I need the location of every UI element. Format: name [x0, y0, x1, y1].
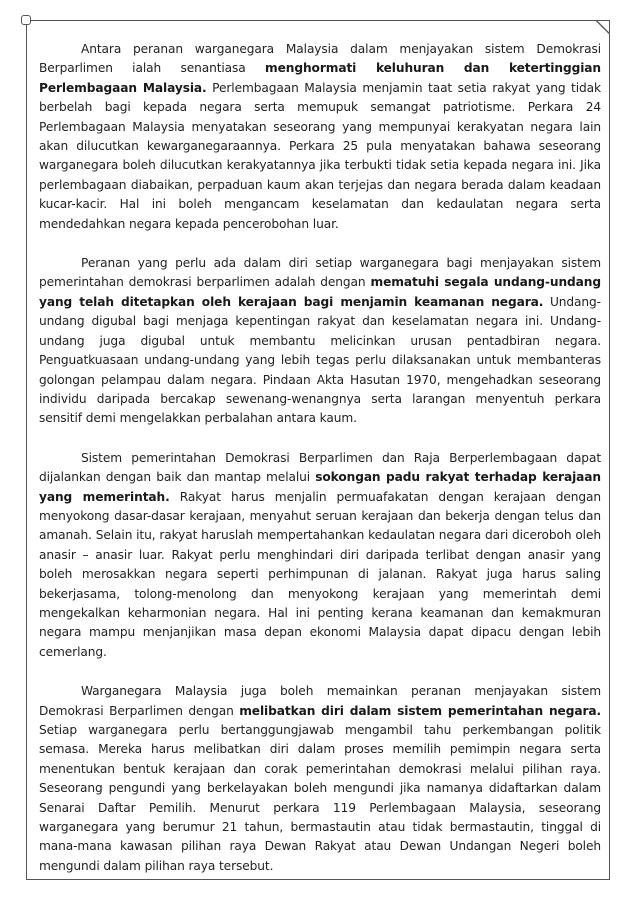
paragraph-4 [39, 682, 601, 876]
paragraph-1-text-start: Antara peranan warganegara Malaysia dalam menjayakan sistem Demokrasi Berparlimen ialah senantiasa [39, 42, 601, 76]
paragraph-1 [39, 40, 601, 234]
document-body [39, 40, 601, 896]
paragraph-4-key-point: melibatkan diri dalam sistem pemerintahan negara. [239, 703, 602, 718]
paragraph-3-text-start: Sistem pemerintahan Demokrasi Berparlimen dan Raja Berperlembagaan dapat dijalankan dengan baik dan mantap melalui [39, 450, 601, 485]
paragraph-2-text-start: Peranan yang perlu ada dalam diri setiap warganegara bagi menjayakan sistem pemerintahan demokrasi berparlimen adalah dengan [39, 256, 601, 290]
paragraph-2-key-point: mematuhi segala undang-undang yang telah ditetapkan oleh kerajaan bagi menjamin keamanan negara. [39, 275, 601, 309]
corner-fold-top-right [596, 20, 610, 34]
paragraph-1-text-end: Perlembagaan Malaysia menjamin taat setia rakyat yang tidak berbelah bagi kepada negara serta memupuk semangat patriotisme. Perkara 24 Perlembagaan Malaysia menyatakan seseorang yang mempunyai kerakyatan negara lain akan dilucutkan kewarganegaraannya. Perkara 25 pula menyatakan bahawa seseorang warganegara boleh dilucutkan kerakyatannya jika terbukti tidak setia kepada negara ini. Jika perlembagaan diabaikan, perpaduan kaum akan terjejas dan negara berada dalam keadaan kucar-kacir. Hal ini boleh mengancam keselamatan dan kedaulatan negara serta mendedahkan negara kepada pencerobohan luar. [39, 80, 601, 231]
paragraph-3 [39, 449, 601, 662]
paragraph-4-text-start: Warganegara Malaysia juga boleh memainkan peranan menjayakan sistem Demokrasi Berparlimen dengan [39, 684, 601, 718]
paragraph-3-text-end: Rakyat harus menjalin permuafakatan dengan kerajaan dengan menyokong dasar-dasar kerajaan, menyahut seruan kerajaan dan bekerja dengan telus dan amanah. Selain itu, rakyat haruslah mempertahankan kedaulatan negara dari diceroboh oleh anasir – anasir luar. Rakyat perlu menghindari diri daripada terlibat dengan anasir yang boleh merosakkan negara seperti perhimpunan di jalanan. Rakyat juga harus saling bekerjasama, tolong-menolong dan menyokong kerajaan yang memerintah demi mengekalkan keharmonian negara. Hal ini penting kerana keamanan dan kemakmuran negara mampu menjanjikan masa depan ekonomi Malaysia dapat dipacu dengan lebih cemerlang. [39, 489, 601, 659]
paragraph-2 [39, 254, 601, 429]
paragraph-4-text-end: Setiap warganegara perlu bertanggungjawab mengambil tahu perkembangan politik semasa. Mereka harus melibatkan diri dalam proses memilih pemimpin negara serta menentukan bentuk kerajaan dan corak pemerintahan demokrasi melalui pilihan raya. Seseorang pengundi yang berkelayakan boleh mengundi jika namanya didaftarkan dalam Senarai Daftar Pemilih. Menurut perkara 119 Perlembagaan Malaysia, seseorang warganegara yang berumur 21 tahun, bermastautin atau tidak bermastautin, tinggal di mana-mana kawasan pilihan raya Dewan Rakyat atau Dewan Undangan Negeri boleh mengundi dalam pilihan raya tersebut. [39, 723, 601, 873]
paragraph-2-text-end: Undang-undang digubal bagi menjaga kepentingan rakyat dan keselamatan negara ini. Undang-undang juga digubal untuk membantu melicinkan urusan pentadbiran negara. Penguatkuasaan undang-undang yang lebih tegas perlu dilaksanakan untuk membanteras golongan pelampau dalam negara. Pindaan Akta Hasutan 1970, mengehadkan seseorang individu daripada bercakap sewenang-wenangnya serta larangan menyentuh perkara sensitif demi mengelakkan perbalahan antara kaum. [39, 294, 601, 426]
paragraph-3-key-point: sokongan padu rakyat terhadap kerajaan yang memerintah. [39, 470, 601, 504]
paragraph-1-key-point: menghormati keluhuran dan ketertinggian Perlembagaan Malaysia. [39, 61, 601, 95]
corner-curl-top-left [21, 15, 31, 25]
